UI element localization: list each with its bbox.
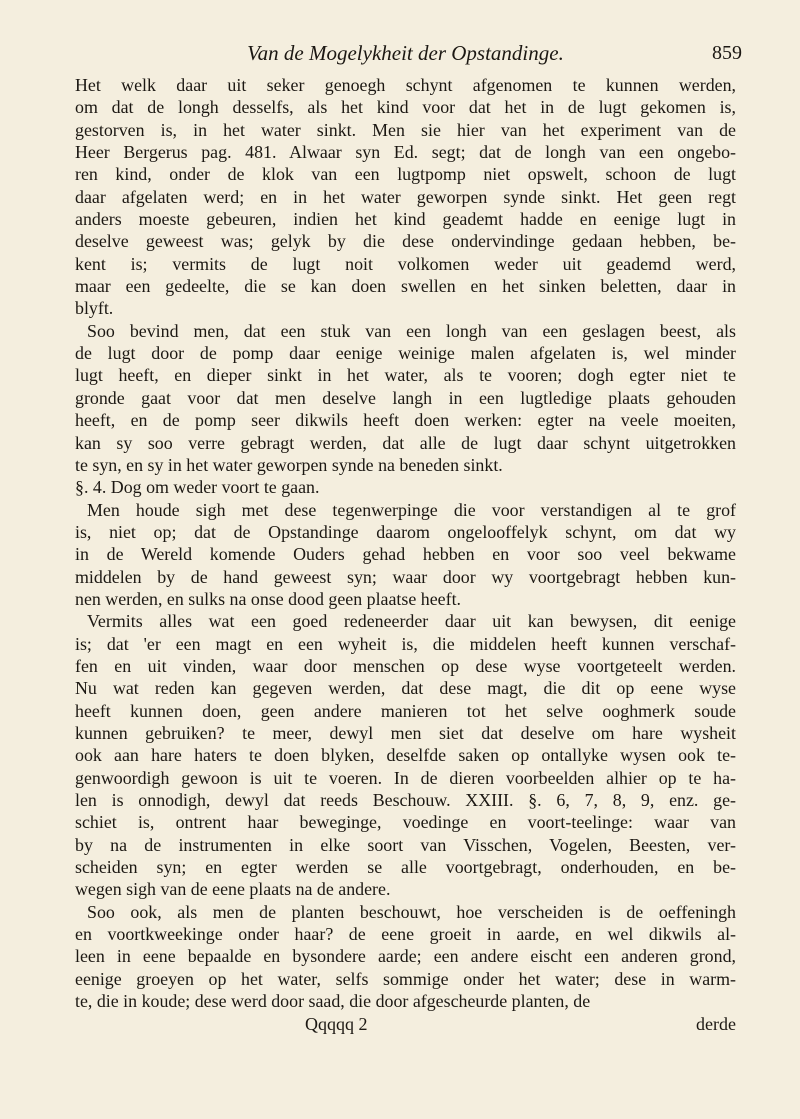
text-line: kan sy soo verre gebragt werden, dat alle de lugt daar schynt uitgetrokken — [75, 432, 736, 453]
text-line: Vermits alles wat een goed redeneerder daar uit kan bewysen, dit eenige — [87, 611, 736, 632]
text-line: heeft, en de pomp seer dikwils heeft doen werken: egter na veele moeiten, — [75, 410, 736, 431]
text-line: is; dat 'er een magt en een wyheit is, die middelen heeft kunnen verschaf- — [75, 633, 736, 654]
text-line: genwoordigh gewoon is uit te voeren. In de dieren voorbeelden alhier op te ha- — [75, 767, 736, 788]
text-line: kunnen gebruiken? te meer, dewyl men siet dat deselve om hare wysheit — [75, 722, 736, 743]
text-line: Soo bevind men, dat een stuk van een longh van een geslagen beest, als — [87, 320, 736, 341]
text-line: heeft kunnen doen, geen andere manieren tot het selve ooghmerk soude — [75, 700, 736, 721]
text-line: by na de instrumenten in elke soort van Visschen, Vogelen, Beesten, ver- — [75, 834, 736, 855]
text-line: maar een gedeelte, die se kan doen swellen en het sinken beletten, daar in — [75, 276, 736, 297]
text-line: §. 4. Dog om weder voort te gaan. — [75, 477, 320, 498]
text-line: anders moeste gebeuren, indien het kind geademt hadde en eenige lugt in — [75, 209, 736, 230]
text-line: lugt heeft, en dieper sinkt in het water, als te vooren; dogh egter niet te — [75, 365, 736, 386]
text-line: Nu wat reden kan gegeven werden, dat dese magt, die dit op eene wyse — [75, 678, 736, 699]
text-line: ook aan hare haters te doen blyken, deselfde saken op ontallyke wysen ook te- — [75, 745, 736, 766]
text-line: de lugt door de pomp daar eenige weinige malen afgelaten is, wel minder — [75, 343, 736, 364]
text-line: eenige groeyen op het water, selfs sommige onder het water; dese in warm- — [75, 968, 736, 989]
text-line: scheiden syn; en egter werden se alle voortgebragt, onderhouden, en be- — [75, 857, 736, 878]
text-line: om dat de longh desselfs, als het kind voor dat het in de lugt gekomen is, — [75, 97, 736, 118]
catchword: derde — [696, 1014, 736, 1035]
text-line: Heer Bergerus pag. 481. Alwaar syn Ed. segt; dat de longh van een ongebo- — [75, 142, 736, 163]
text-line: Men houde sigh met dese tegenwerpinge die voor verstandigen al te grof — [87, 499, 736, 520]
text-line: gronde gaat voor dat men deselve langh in een lugtledige plaats gehouden — [75, 387, 736, 408]
text-line: daar afgelaten werd; en in het water geworpen synde sinkt. Het geen regt — [75, 186, 736, 207]
text-line: blyft. — [75, 298, 114, 319]
text-line: nen werden, en sulks na onse dood geen plaatse heeft. — [75, 588, 462, 609]
text-line: fen en uit vinden, waar door menschen op dese wyse voortgeteelt werden. — [75, 655, 736, 676]
text-line: Soo ook, als men de planten beschouwt, hoe verscheiden is de oeffeningh — [87, 901, 736, 922]
text-line: len is onnodigh, dewyl dat reeds Beschouw. XXIII. §. 6, 7, 8, 9, enz. ge- — [75, 790, 736, 810]
running-header — [75, 38, 742, 68]
text-line: is, niet op; dat de Opstandinge daarom ongelooffelyk schynt, om dat wy — [75, 521, 736, 542]
text-line: en voortkweekinge onder haar? de eene groeit in aarde, en wel dikwils al- — [75, 924, 736, 945]
running-title: Van de Mogelykheit der Opstandinge. — [247, 41, 564, 65]
text-line: in de Wereld komende Ouders gehad hebben en voor soo veel bekwame — [75, 544, 736, 565]
body-text — [75, 74, 736, 1012]
page-number: 859 — [712, 42, 742, 64]
text-line: gestorven is, in het water sinkt. Men sie hier van het experiment van de — [75, 119, 736, 140]
text-line: kent is; vermits de lugt noit volkomen weder uit geademd werd, — [75, 253, 736, 274]
text-line: Het welk daar uit seker genoegh schynt afgenomen te kunnen werden, — [75, 75, 736, 95]
text-line: te, die in koude; dese werd door saad, die door afgescheurde planten, de — [75, 991, 591, 1012]
page-footer — [75, 1012, 736, 1036]
text-line: te syn, en sy in het water geworpen synde na beneden sinkt. — [75, 454, 503, 475]
text-line: middelen by de hand geweest syn; waar door wy voortgebragt hebben kun- — [75, 566, 736, 587]
text-line: deselve geweest was; gelyk by die dese ondervindinge gedaan hebben, be- — [75, 231, 736, 252]
text-line: ren kind, onder de klok van een lugtpomp niet opswelt, schoon de lugt — [75, 164, 736, 185]
text-line: schiet is, ontrent haar beweginge, voedinge en voort-teelinge: waar van — [75, 812, 736, 833]
text-line: leen in eene bepaalde en bysondere aarde; een andere eischt een anderen grond, — [75, 946, 736, 967]
signature-mark: Qqqqq 2 — [305, 1014, 368, 1035]
text-line: wegen sigh van de eene plaats na de andere. — [75, 879, 391, 900]
